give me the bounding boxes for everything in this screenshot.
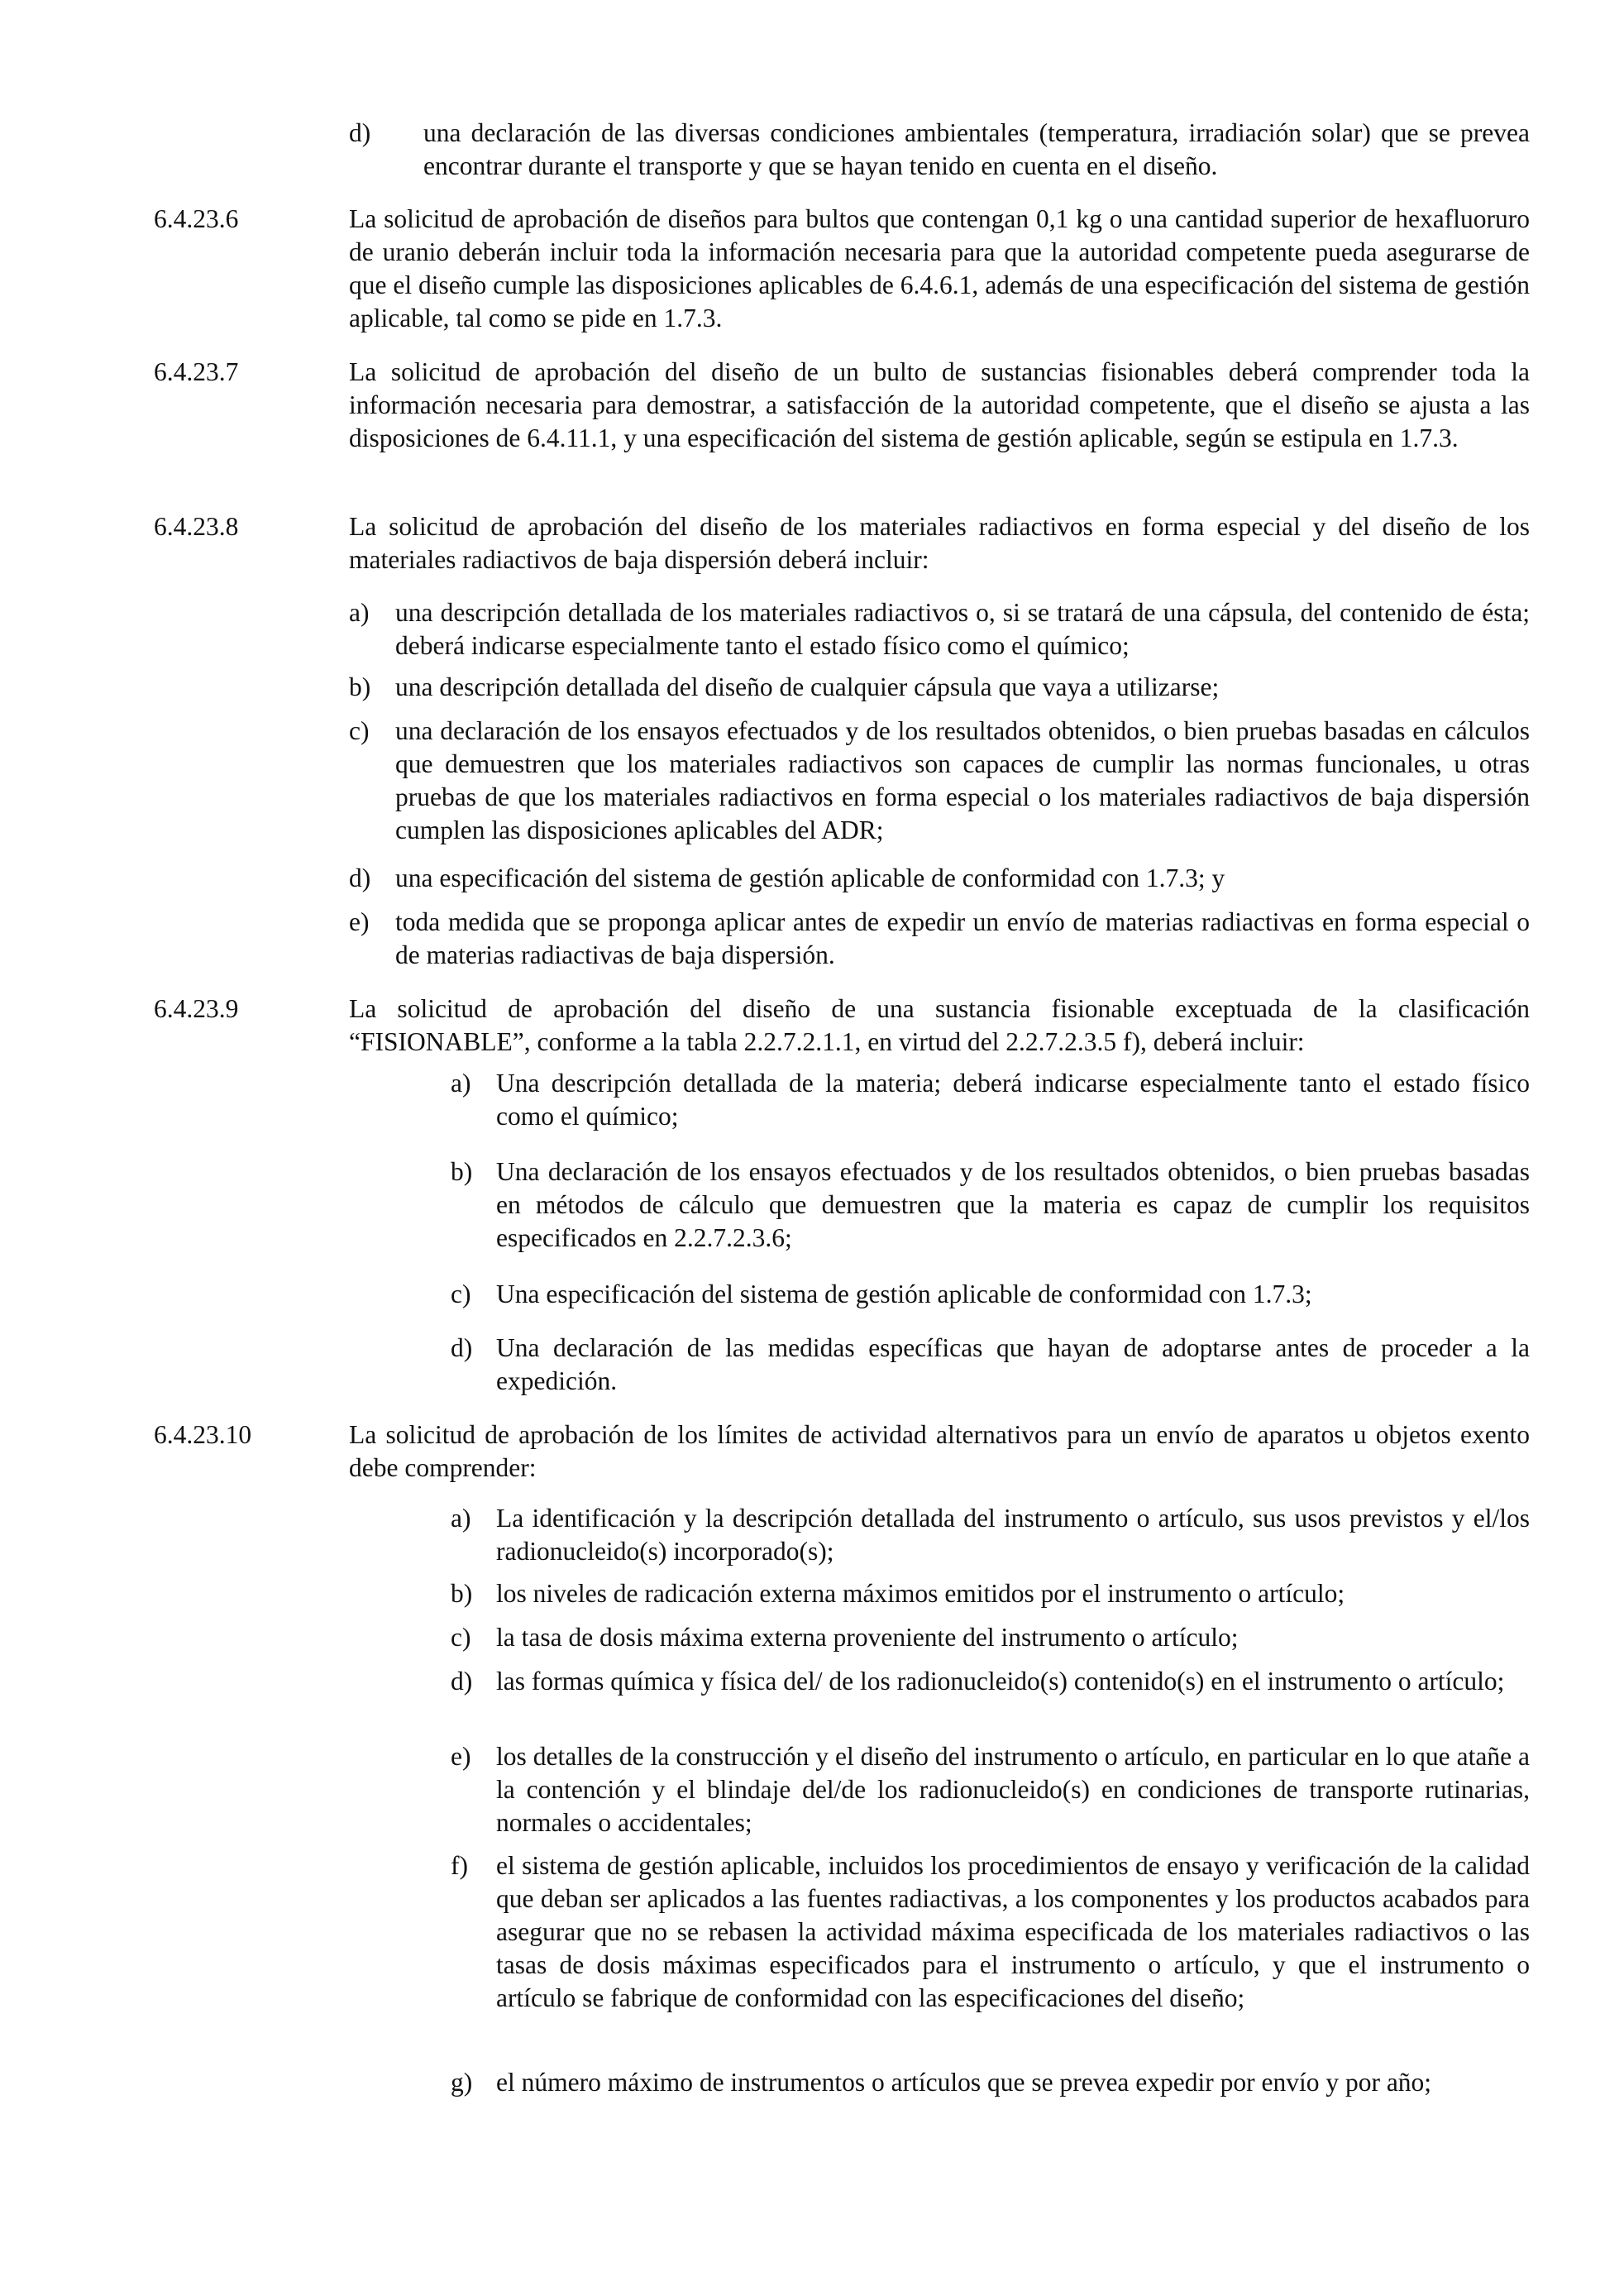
section-text: La solicitud de aprobación del diseño de un bulto de sustancias fisionables deberá comprender toda la información necesaria para demostrar, a satisfacción de la autoridad competente, que el diseño se ajusta a las disposiciones de 6.4.11.1, y una especificación del sistema de gestión aplicable, según se estipula en 1.7.3. <box>349 357 1530 452</box>
item-text: Una declaración de las medidas específicas que hayan de adoptarse antes de proceder a la expedición. <box>496 1333 1530 1395</box>
item-text: una declaración de los ensayos efectuados y de los resultados obtenidos, o bien pruebas basadas en cálculos que demuestren que los materiales radiactivos son capaces de cumplir las normas funcionales, u otras pruebas de que los materiales radiactivos en forma especial o los materiales radiactivos de baja dispersión cumplen las disposiciones aplicables del ADR; <box>395 716 1530 844</box>
section-number: 6.4.23.10 <box>154 1420 252 1449</box>
item-text: La identificación y la descripción detallada del instrumento o artículo, sus usos previstos y el/los radionucleido(s) incorporado(s); <box>496 1504 1530 1566</box>
item-text: Una descripción detallada de la materia; deberá indicarse especialmente tanto el estado físico como el químico; <box>496 1069 1530 1131</box>
item-text: una descripción detallada de los materiales radiactivos o, si se tratará de una cápsula, del contenido de ésta; deberá indicarse especialmente tanto el estado físico como el químico; <box>395 598 1530 660</box>
item-text: las formas química y física del/ de los radionucleido(s) contenido(s) en el instrumento o artículo; <box>496 1667 1505 1696</box>
section-text: La solicitud de aprobación de los límites de actividad alternativos para un envío de aparatos u objetos exento debe comprender: <box>349 1420 1530 1482</box>
item-label: c) <box>451 1623 471 1652</box>
item-label: a) <box>451 1504 471 1533</box>
item-label: d) <box>349 863 371 892</box>
item-text: el número máximo de instrumentos o artículos que se prevea expedir por envío y por año; <box>496 2068 1432 2097</box>
item-text: los niveles de radicación externa máximos emitidos por el instrumento o artículo; <box>496 1579 1345 1608</box>
item-text: Una declaración de los ensayos efectuados y de los resultados obtenidos, o bien pruebas basadas en métodos de cálculo que demuestren que la materia es capaz de cumplir los requisitos especificados en 2.2.7.2.3.6; <box>496 1157 1530 1252</box>
item-label: b) <box>349 672 371 701</box>
item-text: los detalles de la construcción y el diseño del instrumento o artículo, en particular en lo que atañe a la contención y el blindaje del/de los radionucleido(s) en condiciones de transporte rutinarias, normales o accidentales; <box>496 1742 1530 1837</box>
item-label: b) <box>451 1579 473 1608</box>
section-number: 6.4.23.9 <box>154 994 239 1023</box>
item-label: c) <box>349 716 370 745</box>
section-number: 6.4.23.6 <box>154 204 239 233</box>
item-label: e) <box>349 907 370 936</box>
item-label: e) <box>451 1742 471 1771</box>
section-number: 6.4.23.8 <box>154 512 239 541</box>
item-label: f) <box>451 1851 468 1880</box>
item-label: b) <box>451 1157 473 1186</box>
item-label: d) <box>451 1667 473 1696</box>
item-text: Una especificación del sistema de gestión aplicable de conformidad con 1.7.3; <box>496 1280 1312 1308</box>
item-label: d) <box>451 1333 473 1362</box>
section-number: 6.4.23.7 <box>154 357 239 386</box>
item-label: a) <box>349 598 370 627</box>
item-label: d) <box>349 118 371 147</box>
item-text: una descripción detallada del diseño de cualquier cápsula que vaya a utilizarse; <box>395 672 1220 701</box>
item-label: g) <box>451 2068 473 2097</box>
item-text: una especificación del sistema de gestión aplicable de conformidad con 1.7.3; y <box>395 863 1225 892</box>
item-label: c) <box>451 1280 471 1308</box>
item-text: el sistema de gestión aplicable, incluidos los procedimientos de ensayo y verificación de la calidad que deban ser aplicados a las fuentes radiactivas, a los componentes y los productos acabados para asegurar que no se rebasen la actividad máxima especificada de los materiales radiactivos o las tasas de dosis máximas especificados para el instrumento o artículo, y que el instrumento o artículo se fabrique de conformidad con las especificaciones del diseño; <box>496 1851 1530 2012</box>
section-text: La solicitud de aprobación del diseño de una sustancia fisionable exceptuada de la clasificación “FISIONABLE”, conforme a la tabla 2.2.7.2.1.1, en virtud del 2.2.7.2.3.5 f), deberá incluir: <box>349 994 1530 1056</box>
item-label: a) <box>451 1069 471 1098</box>
section-text: La solicitud de aprobación de diseños para bultos que contengan 0,1 kg o una cantidad superior de hexafluoruro de uranio deberán incluir toda la información necesaria para que la autoridad competente pueda asegurarse de que el diseño cumple las disposiciones aplicables de 6.4.6.1, además de una especificación del sistema de gestión aplicable, tal como se pide en 1.7.3. <box>349 204 1530 332</box>
section-text: La solicitud de aprobación del diseño de los materiales radiactivos en forma especial y del diseño de los materiales radiactivos de baja dispersión deberá incluir: <box>349 512 1530 574</box>
item-text: una declaración de las diversas condiciones ambientales (temperatura, irradiación solar) que se prevea encontrar durante el transporte y que se hayan tenido en cuenta en el diseño. <box>423 118 1530 180</box>
item-text: la tasa de dosis máxima externa proveniente del instrumento o artículo; <box>496 1623 1239 1652</box>
item-text: toda medida que se proponga aplicar antes de expedir un envío de materias radiactivas en forma especial o de materias radiactivas de baja dispersión. <box>395 907 1530 969</box>
